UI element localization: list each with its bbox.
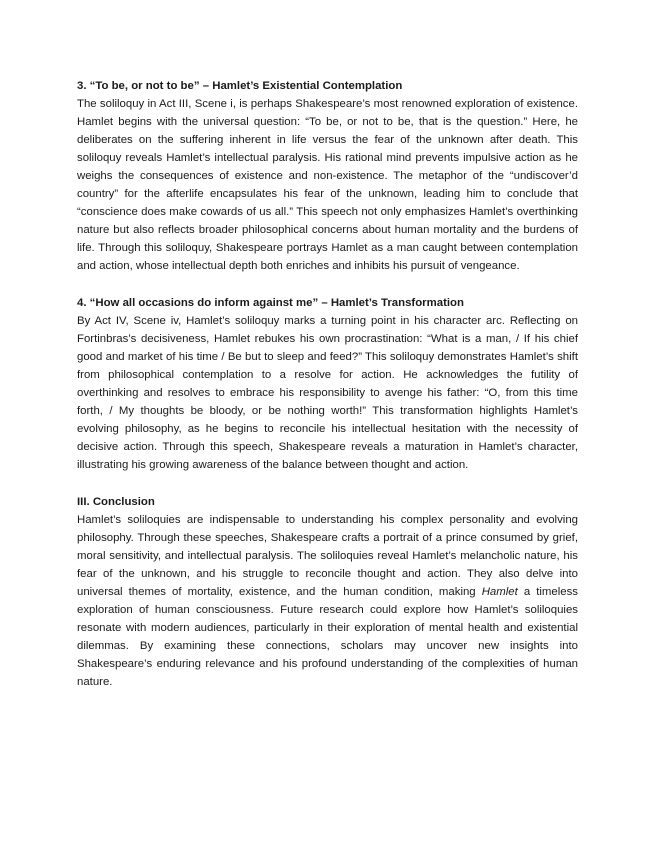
section-heading: 3. “To be, or not to be” – Hamlet’s Existential Contemplation <box>77 80 403 92</box>
section-conclusion <box>77 493 578 691</box>
play-title-italic: Hamlet <box>481 586 518 598</box>
section-body: By Act IV, Scene iv, Hamlet’s soliloquy marks a turning point in his character arc. Reflecting on Fortinbras’s decisiveness, Hamlet rebukes his own procrastination: “What is a man, / If his chief good and market of his time / Be but to sleep and feed?” This soliloquy demonstrates Hamlet’s shift from philosophical contemplation to a resolve for action. He acknowledges the futility of overthinking and resolves to embrace his responsibility to avenge his father: “O, from this time forth, / My thoughts be bloody, or be nothing worth!” This transformation highlights Hamlet’s evolving philosophy, as he begins to reconcile his intellectual hesitation with the necessity of decisive action. Through this speech, Shakespeare reveals a maturation in Hamlet’s character, illustrating his growing awareness of the balance between thought and action. <box>77 315 578 471</box>
section-heading: 4. “How all occasions do inform against me” – Hamlet’s Transformation <box>77 297 464 309</box>
body-text-before-title: Hamlet’s soliloquies are indispensable to understanding his complex personality and evolving philosophy. Through these speeches, Shakespeare crafts a portrait of a prince consumed by grief, moral sensitivity, and intellectual paralysis. The soliloquies reveal Hamlet’s melancholic nature, his fear of the unknown, and his struggle to reconcile thought and action. They also delve into universal themes of mortality, existence, and the human condition, making <box>77 514 578 598</box>
section-body: The soliloquy in Act III, Scene i, is perhaps Shakespeare’s most renowned exploration of existence. Hamlet begins with the universal question: “To be, or not to be, that is the question.” Here, he deliberates on the suffering inherent in life versus the fear of the unknown after death. This soliloquy reveals Hamlet’s intellectual paralysis. His rational mind prevents impulsive action as he weighs the consequences of existence and non-existence. The metaphor of the “undiscover’d country” for the afterlife encapsulates his fear of the unknown, leading him to conclude that “conscience does make cowards of us all.” This speech not only emphasizes Hamlet’s overthinking nature but also reflects broader philosophical concerns about human mortality and the burdens of life. Through this soliloquy, Shakespeare portrays Hamlet as a man caught between contemplation and action, whose intellectual depth both enriches and inhibits his pursuit of vengeance. <box>77 98 578 272</box>
body-text-after-title: a timeless exploration of human consciousness. Future research could explore how Hamlet’s soliloquies resonate with modern audiences, particularly in their exploration of mental health and existential dilemmas. By examining these connections, scholars may uncover new insights into Shakespeare’s enduring relevance and his profound understanding of the complexities of human nature. <box>77 586 578 688</box>
section-body <box>77 511 578 691</box>
section-heading: III. Conclusion <box>77 496 155 508</box>
section-how-all-occasions <box>77 294 578 474</box>
document-page <box>77 77 578 710</box>
section-to-be-or-not-to-be <box>77 77 578 275</box>
